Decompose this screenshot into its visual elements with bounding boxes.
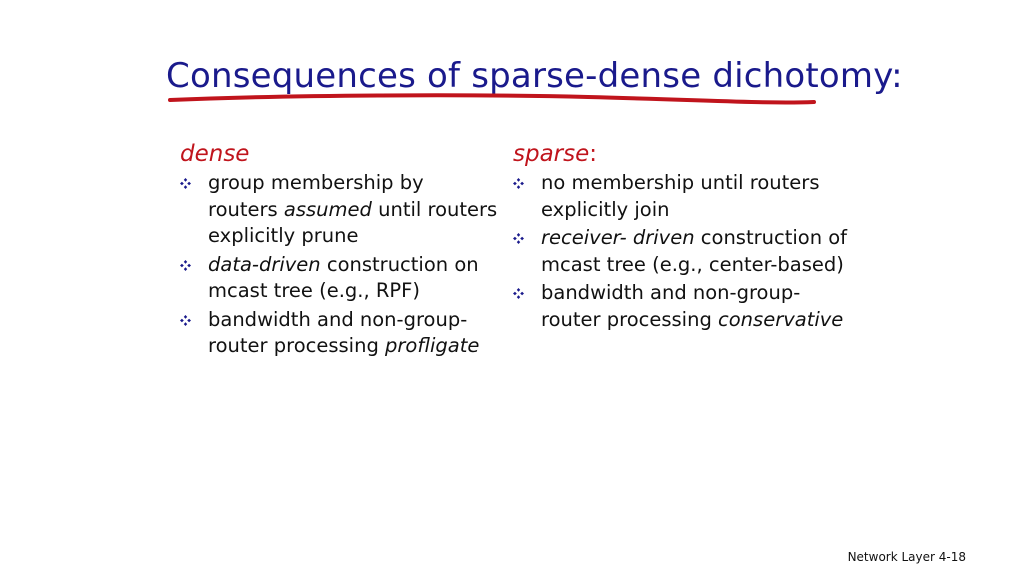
item-text: construction on mcast tree (e.g., RPF) <box>208 252 479 302</box>
slide-footer: Network Layer 4-18 <box>847 550 966 564</box>
four-diamond-bullet-icon <box>513 233 524 244</box>
four-diamond-bullet-icon <box>180 315 191 326</box>
sparse-list <box>513 170 853 333</box>
four-diamond-bullet-icon <box>513 178 524 189</box>
dense-heading: dense <box>180 141 250 167</box>
item-text: profligate <box>385 334 480 357</box>
item-text: no membership until routers explicitly join <box>541 171 820 221</box>
item-text: bandwidth and non-group-router processing <box>541 281 801 331</box>
item-text: assumed <box>283 197 372 221</box>
item-text: receiver- driven <box>541 226 695 249</box>
dense-list <box>180 170 498 360</box>
four-diamond-bullet-icon <box>180 178 191 189</box>
item-text: until routers explicitly prune <box>208 197 498 247</box>
item-text: group membership by routers <box>208 171 424 221</box>
sparse-heading: sparse: <box>513 141 598 167</box>
list-item <box>180 170 498 250</box>
list-item <box>513 170 853 223</box>
list-item <box>180 307 498 360</box>
item-text: construction of mcast tree (e.g., center-based) <box>541 226 848 276</box>
dense-column <box>180 140 498 362</box>
four-diamond-bullet-icon <box>180 260 191 271</box>
title-underline <box>168 92 818 108</box>
list-item <box>180 252 498 305</box>
slide-title: Consequences of sparse-dense dichotomy: <box>166 56 903 96</box>
item-text: bandwidth and non-group-router processing <box>208 307 468 357</box>
item-text: conservative <box>718 307 844 331</box>
four-diamond-bullet-icon <box>513 288 524 299</box>
item-text: data-driven <box>208 252 321 276</box>
sparse-column <box>513 140 853 335</box>
list-item <box>513 225 853 278</box>
list-item <box>513 280 853 333</box>
